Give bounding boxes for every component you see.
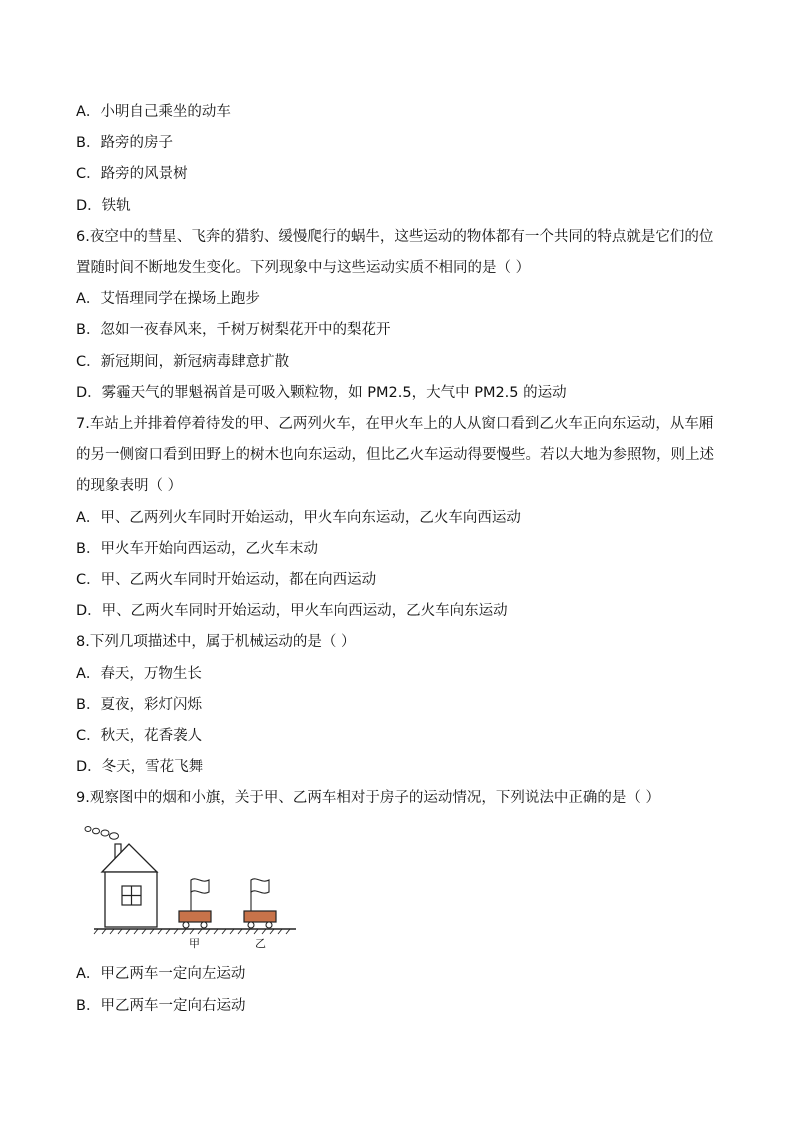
q6-stem-line-2: 置随时间不断地发生变化。下列现象中与这些运动实质不相同的是（ ） bbox=[76, 260, 531, 276]
cart-left-wheel-1 bbox=[183, 922, 189, 928]
q7-option-b: B．甲火车开始向西运动，乙火车末动 bbox=[76, 541, 318, 557]
q9-option-a: A．甲乙两车一定向左运动 bbox=[76, 966, 246, 982]
q6-stem-line-1: 6.夜空中的彗星、飞奔的猎豹、缓慢爬行的蜗牛，这些运动的物体都有一个共同的特点就是它们的位 bbox=[76, 229, 714, 245]
q5-option-c: C．路旁的风景树 bbox=[76, 166, 188, 182]
q7-option-d: D．甲、乙两火车同时开始运动，甲火车向西运动，乙火车向东运动 bbox=[76, 603, 508, 619]
q6-option-b: B．忽如一夜春风来，千树万树梨花开中的梨花开 bbox=[76, 322, 391, 338]
q8-option-a: A．春天，万物生长 bbox=[76, 666, 202, 682]
q9-figure-drawing bbox=[84, 820, 304, 955]
q5-option-b: B．路旁的房子 bbox=[76, 135, 173, 151]
cart-right-wheel-2 bbox=[266, 922, 272, 928]
flag-cart-right bbox=[251, 879, 269, 913]
q6-option-d: D．雾霾天气的罪魁祸首是可吸入颗粒物，如 PM2.5，大气中 PM2.5 的运动 bbox=[76, 385, 567, 401]
cart-right-body bbox=[244, 911, 276, 922]
q5-option-d: D．铁轨 bbox=[76, 198, 131, 214]
cart-right-label: 乙 bbox=[255, 937, 266, 950]
cart-left-label: 甲 bbox=[189, 937, 200, 950]
q6-option-c: C．新冠期间，新冠病毒肆意扩散 bbox=[76, 354, 290, 370]
smoke-puffs bbox=[85, 827, 119, 840]
q8-stem: 8.下列几项描述中，属于机械运动的是（ ） bbox=[76, 634, 356, 650]
cart-left-body bbox=[179, 911, 211, 922]
q9-figure bbox=[84, 820, 304, 955]
q5-option-a: A．小明自己乘坐的动车 bbox=[76, 104, 231, 120]
q7-stem-line-3: 的现象表明（ ） bbox=[76, 478, 183, 494]
house-roof bbox=[102, 844, 157, 872]
q9-stem: 9.观察图中的烟和小旗，关于甲、乙两车相对于房子的运动情况，下列说法中正确的是（ ） bbox=[76, 790, 660, 806]
cart-left-wheel-2 bbox=[201, 922, 207, 928]
q8-option-b: B．夏夜，彩灯闪烁 bbox=[76, 697, 202, 713]
q7-option-c: C．甲、乙两火车同时开始运动，都在向西运动 bbox=[76, 572, 377, 588]
q8-option-c: C．秋天，花香袭人 bbox=[76, 728, 203, 744]
flag-cart-left bbox=[191, 879, 209, 913]
q7-option-a: A．甲、乙两列火车同时开始运动，甲火车向东运动，乙火车向西运动 bbox=[76, 510, 521, 526]
cart-right-wheel-1 bbox=[248, 922, 254, 928]
q7-stem-line-2: 的另一侧窗口看到田野上的树木也向东运动，但比乙火车运动得要慢些。若以大地为参照物，则上述 bbox=[76, 447, 714, 463]
ground-hatching bbox=[94, 929, 290, 934]
q9-option-b: B．甲乙两车一定向右运动 bbox=[76, 998, 246, 1014]
q7-stem-line-1: 7.车站上并排着停着待发的甲、乙两列火车，在甲火车上的人从窗口看到乙火车正向东运动，从车厢 bbox=[76, 416, 714, 432]
q6-option-a: A．艾悟理同学在操场上跑步 bbox=[76, 291, 260, 307]
q8-option-d: D．冬天，雪花飞舞 bbox=[76, 759, 204, 775]
house-window bbox=[122, 886, 141, 905]
